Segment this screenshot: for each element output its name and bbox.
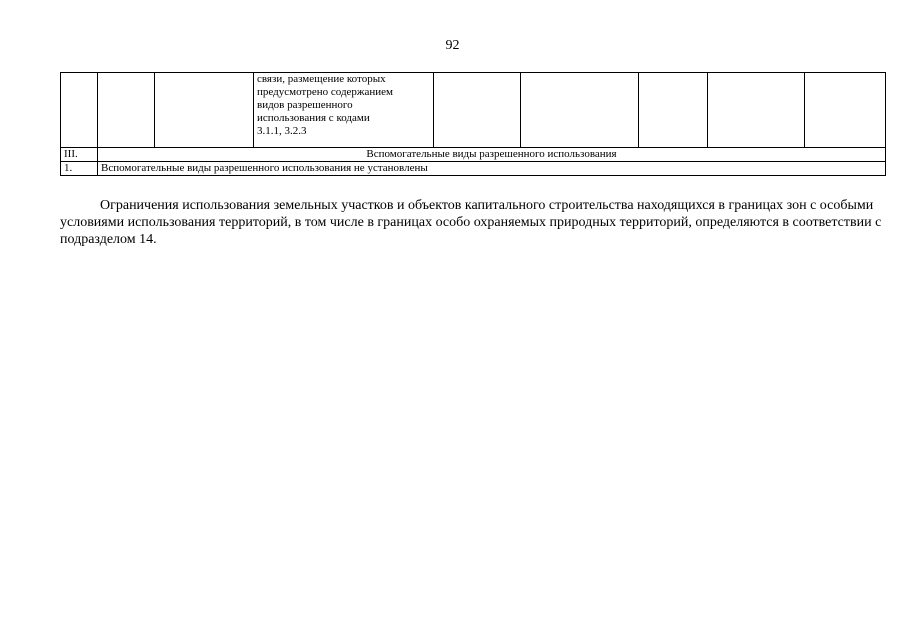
section-row bbox=[61, 148, 886, 162]
table-cell bbox=[521, 73, 639, 148]
restrictions-paragraph: Ограничения использования земельных участков и объектов капитального строительства находящихся в границах зон с особыми условиями использования территорий, в том числе в границах особо охраняемых природных территорий, определяются в соответствии с подразделом 14. bbox=[60, 198, 882, 247]
table-cell bbox=[639, 73, 708, 148]
page-number: 92 bbox=[445, 38, 460, 53]
table-cell bbox=[434, 73, 521, 148]
table-cell bbox=[155, 73, 254, 148]
item-text: Вспомогательные виды разрешенного использования не установлены bbox=[98, 162, 886, 176]
land-use-table bbox=[60, 72, 886, 176]
section-number: III. bbox=[61, 148, 98, 162]
table-row bbox=[61, 162, 886, 176]
section-title: Вспомогательные виды разрешенного использования bbox=[98, 148, 886, 162]
table-cell bbox=[708, 73, 805, 148]
table-cell bbox=[805, 73, 886, 148]
item-number: 1. bbox=[61, 162, 98, 176]
table-cell bbox=[254, 73, 434, 148]
table-cell bbox=[98, 73, 155, 148]
table-row bbox=[61, 73, 886, 148]
use-description-text: связи, размещение которых предусмотрено содержанием видов разрешенного использования с кодами 3.1.1, 3.2.3 bbox=[257, 73, 394, 137]
table-cell bbox=[61, 73, 98, 148]
